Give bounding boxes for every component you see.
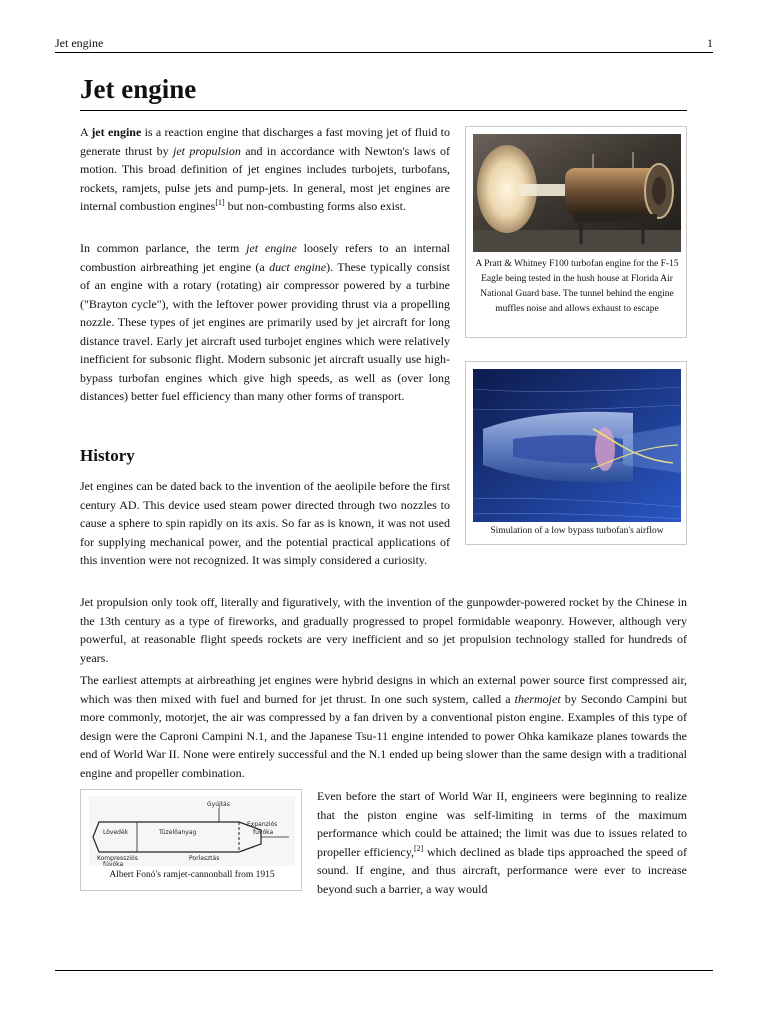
history-paragraph-4: Even before the start of World War II, engineers were beginning to realize that the piston engine was self-limiting in terms of the maximum performance which could be attained; the limit was due to issues related to propeller efficiency,[2] which declined as blade tips approached the speed of sound. If engine, and thus aircraft, performance were ever to increase beyond such a barrier, a way would bbox=[317, 789, 688, 896]
history-heading: History bbox=[80, 446, 135, 465]
footer-rule bbox=[55, 970, 713, 971]
figure-f100-engine bbox=[465, 126, 687, 338]
figure-ramjet-cannonball bbox=[80, 789, 302, 891]
figure-airflow-simulation bbox=[465, 361, 687, 545]
figure-f100-caption: A Pratt & Whitney F100 turbofan engine for the F-15 Eagle being tested in the hush house at Florida Air National Guard base. The tunnel behind the engine muffles noise and allows exhaust to escape bbox=[475, 259, 679, 314]
citation-1[interactable]: [1] bbox=[215, 198, 225, 207]
label-fuvoka-right: fúvóka bbox=[253, 829, 274, 836]
history-paragraph-1: Jet engines can be dated back to the invention of the aeolipile before the first century AD. This device used steam power directed through two nozzles to cause a sphere to spin rapidly on its axis. So far as is known, it was not used for supplying mechanical power, and the potential practical applications of this invention were not recognized. It was simply considered a curiosity. bbox=[80, 479, 450, 567]
page-number: 1 bbox=[707, 36, 713, 50]
label-gyujtas: Gyújtás bbox=[207, 801, 230, 808]
page-title: Jet engine bbox=[80, 72, 687, 111]
label-lovedek: Lövedék bbox=[103, 829, 129, 836]
airflow-simulation-image[interactable] bbox=[473, 369, 681, 522]
label-tuzeloanyag: Tüzelőanyag bbox=[159, 829, 197, 836]
f100-engine-photo[interactable] bbox=[473, 134, 681, 252]
label-expanzios: Expanziós bbox=[247, 821, 278, 828]
running-header-title: Jet engine bbox=[55, 36, 104, 50]
intro-paragraph: A jet engine is a reaction engine that discharges a fast moving jet of fluid to generate thrust by jet propulsion and in accordance with Newton's laws of motion. This broad definition of jet engines includes turbojets, turbofans, rockets, ramjets, pulse jets and pump-jets. In general, most jet engines are internal combustion engines[1] but non-combusting forms also exist. bbox=[80, 125, 451, 213]
common-parlance-paragraph: In common parlance, the term jet engine loosely refers to an internal combustion airbreathing jet engine (a duct engine). These typically consist of an engine with a rotary (rotating) air compressor powered by a turbine ("Brayton cycle"), with the leftover power providing thrust via a propelling nozzle. These types of jet engines are primarily used by jet aircraft for long distance travel. Early jet aircraft used turbojet engines which were relatively inefficient for subsonic flight. Modern subsonic jet aircraft usually use high-bypass turbofan engines which give high speeds, as well as (over long distances) better fuel efficiency than many other forms of transport. bbox=[80, 241, 450, 403]
running-header bbox=[55, 36, 713, 53]
history-paragraph-2: Jet propulsion only took off, literally and figuratively, with the invention of the gunpowder-powered rocket by the Chinese in the 13th century as a type of fireworks, and gradually progressed to propel formidable weaponry. However, although very powerful, at reasonable flight speeds rockets are very inefficient and so jet propulsion technology stalled for hundreds of years. bbox=[80, 595, 687, 665]
history-paragraph-3: The earliest attempts at airbreathing jet engines were hybrid designs in which an external power source first compressed air, which was then mixed with fuel and burned for jet thrust. In one such system, called a thermojet by Secondo Campini but more commonly, motorjet, the air was compressed by a fan driven by a conventional piston engine. Examples of this type of design were the Caproni Campini N.1, and the Japanese Tsu-11 engine intended to power Ohka kamikaze planes towards the end of World War II. None were entirely successful and the N.1 ended up being slower than the same design with a traditional engine and propeller combination. bbox=[80, 673, 687, 780]
figure-airflow-caption: Simulation of a low bypass turbofan's airflow bbox=[490, 526, 664, 536]
term-thermojet: thermojet bbox=[514, 691, 561, 706]
figure-ramjet-caption: Albert Fonó's ramjet-cannonball from 1915 bbox=[109, 870, 275, 880]
link-jet-propulsion[interactable]: jet propulsion bbox=[172, 143, 241, 158]
citation-2[interactable]: [2] bbox=[413, 843, 424, 853]
link-duct-engine[interactable]: duct engine bbox=[269, 259, 327, 274]
label-kompresszios: Kompressziós bbox=[97, 855, 138, 862]
label-porlasztas: Porlasztás bbox=[189, 855, 220, 862]
term-jet-engine-italic: jet engine bbox=[246, 241, 297, 255]
label-fuvoka-left: fúvóka bbox=[103, 861, 124, 866]
term-jet-engine[interactable]: jet engine bbox=[91, 125, 142, 139]
ramjet-diagram[interactable] bbox=[89, 796, 295, 866]
